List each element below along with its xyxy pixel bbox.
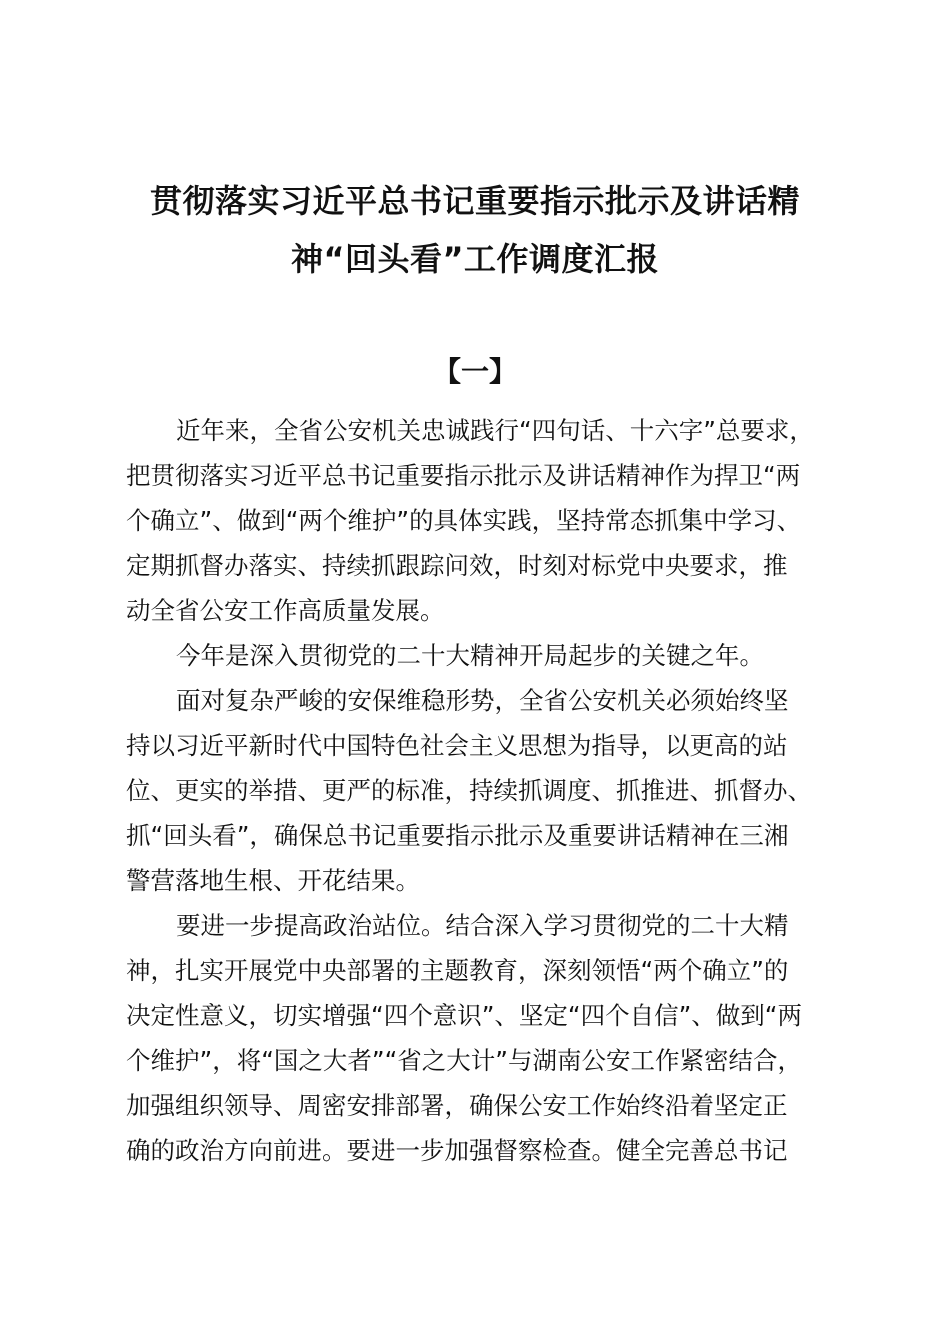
section-heading: 【一】: [432, 355, 517, 388]
body-line: 确的政治方向前进。要进一步加强督察检查。健全完善总书记: [126, 1136, 788, 1165]
body-line: 近年来，全省公安机关忠诚践行“四句话、十六字”总要求，: [176, 416, 814, 445]
body-line: 定期抓督办落实、持续抓跟踪问效，时刻对标党中央要求，推: [126, 551, 788, 580]
body-line: 要进一步提高政治站位。结合深入学习贯彻党的二十大精: [176, 911, 789, 940]
body-line: 动全省公安工作高质量发展。: [126, 596, 445, 625]
body-line: 加强组织领导、周密安排部署，确保公安工作始终沿着坚定正: [126, 1091, 788, 1120]
document-title: [100, 172, 850, 288]
document-body: [126, 408, 838, 1173]
body-line: 个维护”，将“国之大者”“省之大计”与湖南公安工作紧密结合，: [126, 1046, 802, 1075]
body-line: 个确立”、做到“两个维护”的具体实践，坚持常态抓集中学习、: [126, 506, 802, 535]
title-line-1: 贯彻落实习近平总书记重要指示批示及讲话精: [149, 182, 800, 220]
body-line: 持以习近平新时代中国特色社会主义思想为指导，以更高的站: [126, 731, 788, 760]
body-line: 把贯彻落实习近平总书记重要指示批示及讲话精神作为捍卫“两: [126, 461, 801, 490]
body-line: 决定性意义，切实增强“四个意识”、坚定“四个自信”、做到“两: [126, 1001, 802, 1030]
title-line-2: 神“回头看”工作调度汇报: [290, 240, 660, 278]
body-line: 面对复杂严峻的安保维稳形势，全省公安机关必须始终坚: [176, 686, 789, 715]
body-line: 警营落地生根、开花结果。: [126, 866, 420, 895]
body-line: 位、更实的举措、更严的标准，持续抓调度、抓推进、抓督办、: [126, 776, 812, 805]
body-line: 神，扎实开展党中央部署的主题教育，深刻领悟“两个确立”的: [126, 956, 789, 985]
body-line: 抓“回头看”，确保总书记重要指示批示及重要讲话精神在三湘: [126, 821, 789, 850]
body-line: 今年是深入贯彻党的二十大精神开局起步的关键之年。: [176, 641, 764, 670]
